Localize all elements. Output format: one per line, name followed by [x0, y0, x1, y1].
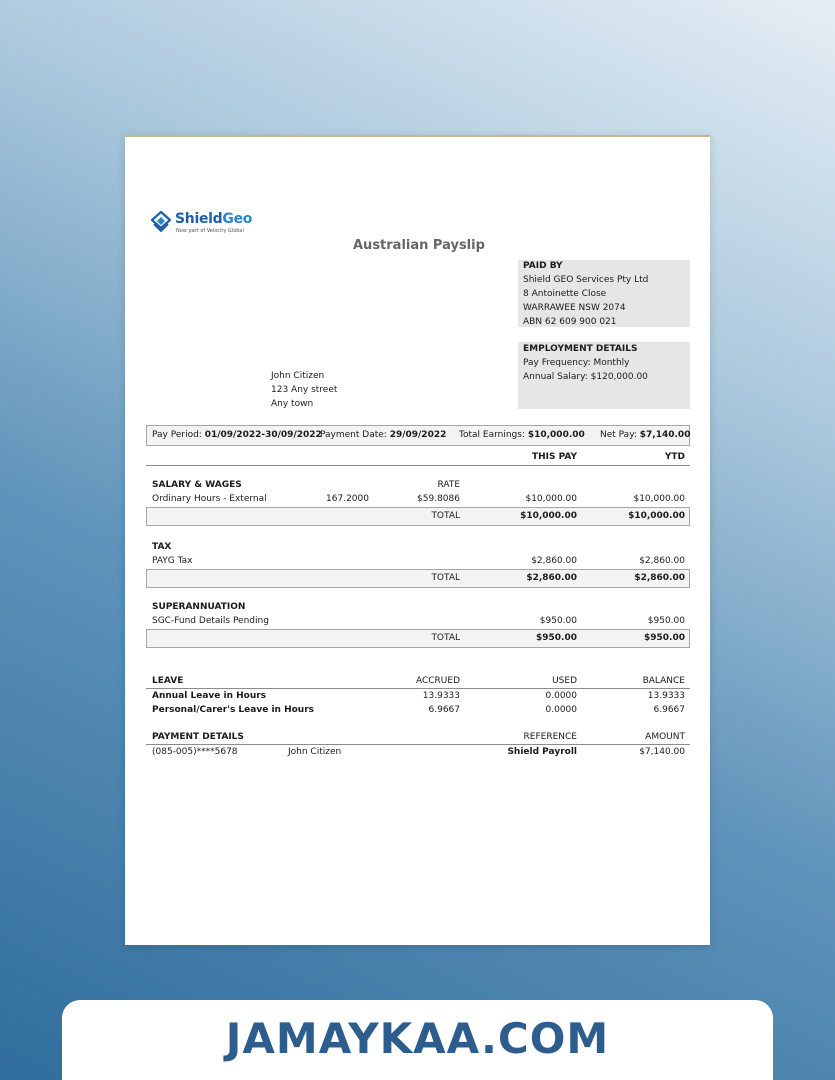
leave-row-used: 0.0000 — [545, 705, 577, 715]
payment-date: Payment Date: 29/09/2022 — [320, 430, 447, 440]
payment-reference: Shield Payroll — [507, 747, 577, 757]
paid-by-line: 8 Antoinette Close — [523, 289, 607, 299]
salary-item-hours: 167.2000 — [326, 494, 369, 504]
payment-account: (085-005)****5678 — [152, 747, 238, 757]
document-title: Australian Payslip — [353, 238, 485, 253]
super-item-ytd: $950.00 — [647, 616, 685, 626]
salary-total-label: TOTAL — [431, 511, 460, 521]
tax-total-this-pay: $2,860.00 — [526, 573, 577, 583]
super-heading: SUPERANNUATION — [152, 602, 246, 612]
net-pay: Net Pay: $7,140.00 — [600, 430, 691, 440]
payment-reference-label: REFERENCE — [523, 732, 577, 742]
shield-logo-icon — [151, 211, 171, 233]
leave-balance-label: BALANCE — [642, 676, 685, 686]
salary-total-ytd: $10,000.00 — [628, 511, 685, 521]
leave-row-name: Annual Leave in Hours — [152, 691, 267, 701]
super-total-this-pay: $950.00 — [536, 633, 577, 643]
payment-name: John Citizen — [288, 747, 342, 757]
tax-total-ytd: $2,860.00 — [634, 573, 685, 583]
paid-by-line: Shield GEO Services Pty Ltd — [523, 275, 649, 285]
logo-tagline: Now part of Velocity Global — [176, 228, 244, 234]
tax-item-ytd: $2,860.00 — [639, 556, 685, 566]
tax-total-label: TOTAL — [431, 573, 460, 583]
leave-row-used: 0.0000 — [545, 691, 577, 701]
salary-heading: SALARY & WAGES — [152, 480, 242, 490]
column-ytd: YTD — [664, 452, 685, 462]
paid-by-line: WARRAWEE NSW 2074 — [523, 303, 626, 313]
leave-row-name: Personal/Carer's Leave in Hours — [152, 705, 314, 715]
employment-line: Pay Frequency: Monthly — [523, 358, 630, 368]
column-this-pay: THIS PAY — [531, 452, 577, 462]
super-total-label: TOTAL — [431, 633, 460, 643]
salary-item-this-pay: $10,000.00 — [525, 494, 577, 504]
payment-amount: $7,140.00 — [639, 747, 685, 757]
payment-amount-label: AMOUNT — [645, 732, 685, 742]
super-item-name: SGC-Fund Details Pending — [152, 616, 269, 626]
leave-row-accrued: 13.9333 — [422, 691, 460, 701]
total-earnings: Total Earnings: $10,000.00 — [459, 430, 585, 440]
divider — [146, 465, 690, 466]
employee-name: John Citizen — [271, 371, 325, 381]
leave-row-balance: 6.9667 — [653, 705, 685, 715]
pay-period: Pay Period: 01/09/2022-30/09/2022 — [152, 430, 322, 440]
salary-item-ytd: $10,000.00 — [633, 494, 685, 504]
salary-item-name: Ordinary Hours - External — [152, 494, 267, 504]
leave-heading: LEAVE — [152, 676, 184, 686]
logo-wordmark: ShieldGeo — [175, 211, 253, 227]
salary-total-this-pay: $10,000.00 — [520, 511, 577, 521]
tax-item-this-pay: $2,860.00 — [531, 556, 577, 566]
paid-by-heading: PAID BY — [523, 261, 563, 271]
company-logo — [151, 211, 261, 237]
leave-used-label: USED — [552, 676, 577, 686]
super-total-ytd: $950.00 — [644, 633, 685, 643]
super-item-this-pay: $950.00 — [539, 616, 577, 626]
payslip-document — [125, 135, 710, 945]
leave-row-accrued: 6.9667 — [428, 705, 460, 715]
employee-address-line: 123 Any street — [271, 385, 338, 395]
watermark-text: JAMAYKAA.COM — [225, 1014, 610, 1063]
paid-by-line: ABN 62 609 900 021 — [523, 317, 617, 327]
payment-heading: PAYMENT DETAILS — [152, 732, 244, 742]
tax-heading: TAX — [152, 542, 172, 552]
leave-accrued-label: ACCRUED — [415, 676, 460, 686]
employment-line: Annual Salary: $120,000.00 — [523, 372, 648, 382]
rate-label: RATE — [437, 480, 460, 490]
employment-heading: EMPLOYMENT DETAILS — [523, 344, 638, 354]
leave-row-balance: 13.9333 — [647, 691, 685, 701]
salary-item-rate: $59.8086 — [417, 494, 460, 504]
watermark-banner — [62, 1000, 773, 1080]
employee-address-line: Any town — [271, 399, 314, 409]
tax-item-name: PAYG Tax — [152, 556, 193, 566]
